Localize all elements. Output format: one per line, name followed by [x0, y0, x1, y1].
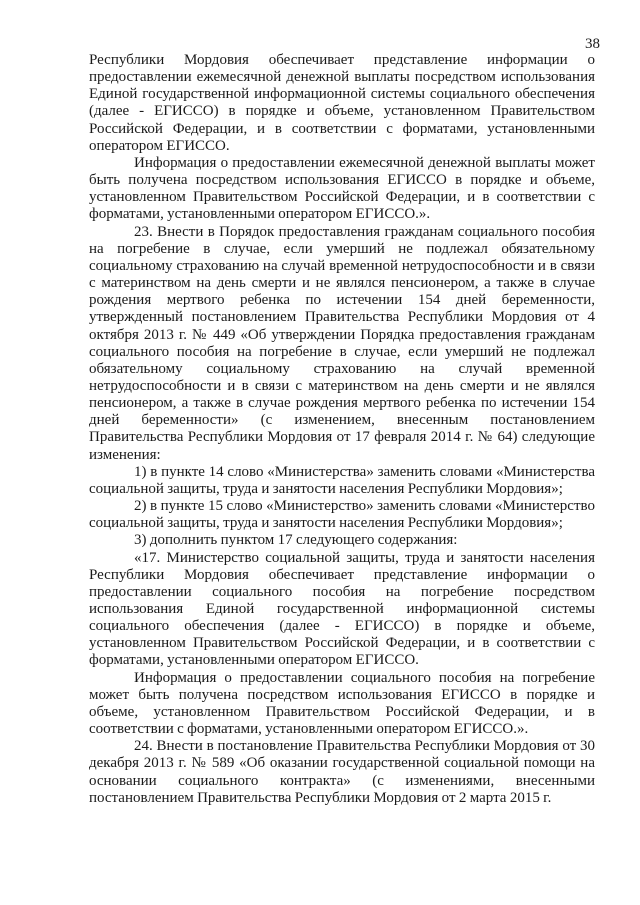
paragraph-clause-17: «17. Министерство социальной защиты, труда и занятости населения Республики Мордовия обеспечивает представление информации о предоставлении социального пособия на погребение посредством использования Единой государственной информационной системы социального обеспечения (далее - ЕГИССО) в порядке и объеме, установленном Правительством Российской Федерации, и в соответствии с форматами, установленными оператором ЕГИССО. [89, 549, 595, 669]
paragraph-item-23: 23. Внести в Порядок предоставления гражданам социального пособия на погребение в случае, если умерший не подлежал обязательному социальному страхованию на случай временной нетрудоспособности и в связи с материнством на день смерти и не являлся пенсионером, а также в случае рождения мертвого ребенка по истечении 154 дней беременности, утвержденный постановлением Правительства Республики Мордовия от 4 октября 2013 г. № 449 «Об утверждении Порядка предоставления гражданам социального пособия на погребение в случае, если умерший не подлежал обязательному социальному страхованию на случай временной нетрудоспособности и в связи с материнством на день смерти и не являлся пенсионером, а также в случае рождения мертвого ребенка по истечении 154 дней беременности» (с изменением, внесенным постановлением Правительства Республики Мордовия от 17 февраля 2014 г. № 64) следующие изменения: [89, 223, 595, 463]
paragraph-change-2: 2) в пункте 15 слово «Министерство» заменить словами «Министерство социальной защиты, труда и занятости населения Республики Мордовия»; [89, 498, 595, 532]
paragraph-allowance-info: Информация о предоставлении ежемесячной денежной выплаты может быть получена посредством использования ЕГИССО в порядке и объеме, установленном Правительством Российской Федерации, и в соответствии с форматами, установленными оператором ЕГИССО.». [89, 154, 595, 223]
paragraph-change-1: 1) в пункте 14 слово «Министерства» заменить словами «Министерства социальной защиты, труда и занятости населения Республики Мордовия»; [89, 463, 595, 497]
document-body [89, 52, 595, 807]
paragraph-egisso-allowance: Республики Мордовия обеспечивает представление информации о предоставлении ежемесячной денежной выплаты посредством использования Единой государственной информационной системы социального обеспечения (далее - ЕГИССО) в порядке и объеме, установленном Правительством Российской Федерации, и в соответствии с форматами, установленными оператором ЕГИССО. [89, 52, 595, 154]
paragraph-item-24: 24. Внести в постановление Правительства Республики Мордовия от 30 декабря 2013 г. № 589 «Об оказании государственной социальной помощи на основании социального контракта» (с изменениями, внесенными постановлением Правительства Республики Мордовия от 2 марта 2015 г. [89, 738, 595, 806]
paragraph-change-3: 3) дополнить пунктом 17 следующего содержания: [134, 532, 458, 549]
page-number: 38 [585, 36, 600, 52]
paragraph-burial-info: Информация о предоставлении социального пособия на погребение может быть получена посредством использования ЕГИССО в порядке и объеме, установленном Правительством Российской Федерации, и в соответствии с форматами, установленными оператором ЕГИССО.». [89, 669, 595, 738]
